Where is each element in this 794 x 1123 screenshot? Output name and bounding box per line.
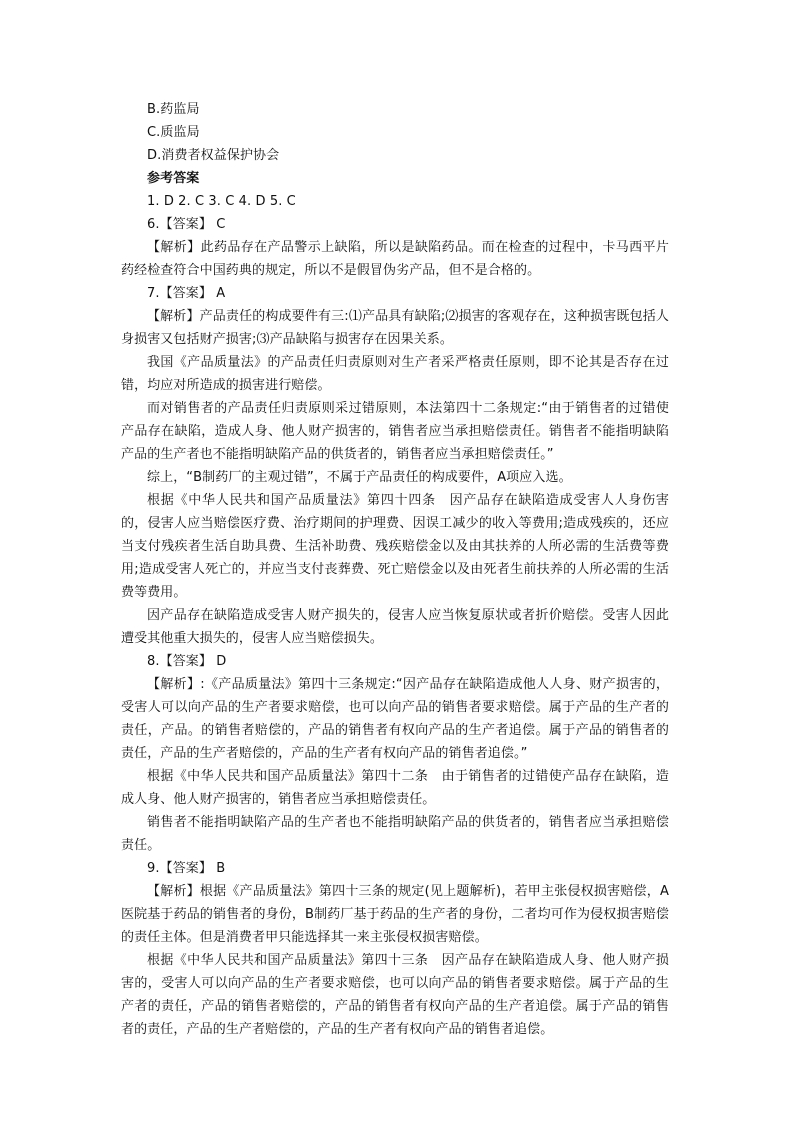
option-c: C.质监局 <box>147 125 200 140</box>
q7-paragraph: 根据《中华人民共和国产品质量法》第四十四条 因产品存在缺陷造成受害人人身伤害的，侵害人应当赔偿医疗费、治疗期间的护理费、因误工减少的收入等费用;造成残疾的，还应当支付残疾者生活自助具费、生活补助费、残疾赔偿金以及由其扶养的人所必需的生活费等费用;造成受害人死亡的，并应当支付丧葬费、死亡赔偿金以及由死者生前扶养的人所必需的生活费等费用。 <box>121 493 669 600</box>
reference-answers-title: 参考答案 <box>147 171 200 186</box>
q8-paragraph: 【解析】:《产品质量法》第四十三条规定:“因产品存在缺陷造成他人人身、财产损害的，受害人可以向产品的生产者要求赔偿，也可以向产品的销售者要求赔偿。属于产品的生产者的责任，产品。的销售者赔偿的，产品的销售者有权向产品的生产者追偿。属于产品的销售者的责任，产品的生产者赔偿的，产品的生产者有权向产品的销售者追偿。” <box>121 677 669 761</box>
q7-paragraph: 【解析】产品责任的构成要件有三:⑴产品具有缺陷;⑵损害的客观存在，这种损害既包括人身损害又包括财产损害;⑶产品缺陷与损害存在因果关系。 <box>121 309 669 347</box>
q6-analysis: 【解析】此药品存在产品警示上缺陷，所以是缺陷药品。而在检查的过程中，卡马西平片药经检查符合中国药典的规定，所以不是假冒伪劣产品，但不是合格的。 <box>121 240 669 278</box>
q7-paragraph: 因产品存在缺陷造成受害人财产损失的，侵害人应当恢复原状或者折价赔偿。受害人因此遭受其他重大损失的，侵害人应当赔偿损失。 <box>121 608 669 646</box>
q7-answer: 7.【答案】 A <box>147 286 226 301</box>
option-d: D.消费者权益保护协会 <box>147 148 280 163</box>
q7-paragraph: 综上，“B制药厂的主观过错”，不属于产品责任的构成要件，A项应入选。 <box>147 470 572 485</box>
q6-answer: 6.【答案】 C <box>147 217 226 232</box>
answers-1-5: 1. D 2. C 3. C 4. D 5. C <box>147 194 296 209</box>
document-page <box>121 98 675 1041</box>
q7-paragraph: 我国《产品质量法》的产品责任归责原则对生产者采严格责任原则，即不论其是否存在过错，均应对所造成的损害进行赔偿。 <box>121 355 669 393</box>
q8-paragraph: 根据《中华人民共和国产品质量法》第四十二条 由于销售者的过错使产品存在缺陷，造成人身、他人财产损害的，销售者应当承担赔偿责任。 <box>121 769 669 807</box>
q9-answer: 9.【答案】 B <box>147 861 226 876</box>
option-b: B.药监局 <box>147 102 200 117</box>
q9-paragraph: 根据《中华人民共和国产品质量法》第四十三条 因产品存在缺陷造成人身、他人财产损害的，受害人可以向产品的生产者要求赔偿，也可以向产品的销售者要求赔偿。属于产品的生产者的责任，产品的销售者赔偿的，产品的销售者有权向产品的生产者追偿。属于产品的销售者的责任，产品的生产者赔偿的，产品的生产者有权向产品的销售者追偿。 <box>121 953 669 1037</box>
q8-answer: 8.【答案】 D <box>147 654 227 669</box>
q8-paragraph: 销售者不能指明缺陷产品的生产者也不能指明缺陷产品的供货者的，销售者应当承担赔偿责任。 <box>121 815 669 853</box>
q7-paragraph: 而对销售者的产品责任归责原则采过错原则，本法第四十二条规定:“由于销售者的过错使产品存在缺陷，造成人身、他人财产损害的，销售者应当承担赔偿责任。销售者不能指明缺陷产品的生产者也不能指明缺陷产品的供货者的，销售者应当承担赔偿责任。” <box>121 401 669 462</box>
q9-paragraph: 【解析】根据《产品质量法》第四十三条的规定(见上题解析)，若甲主张侵权损害赔偿，A医院基于药品的销售者的身份，B制药厂基于药品的生产者的身份，二者均可作为侵权损害赔偿的责任主体。但是消费者甲只能选择其一来主张侵权损害赔偿。 <box>121 884 669 945</box>
